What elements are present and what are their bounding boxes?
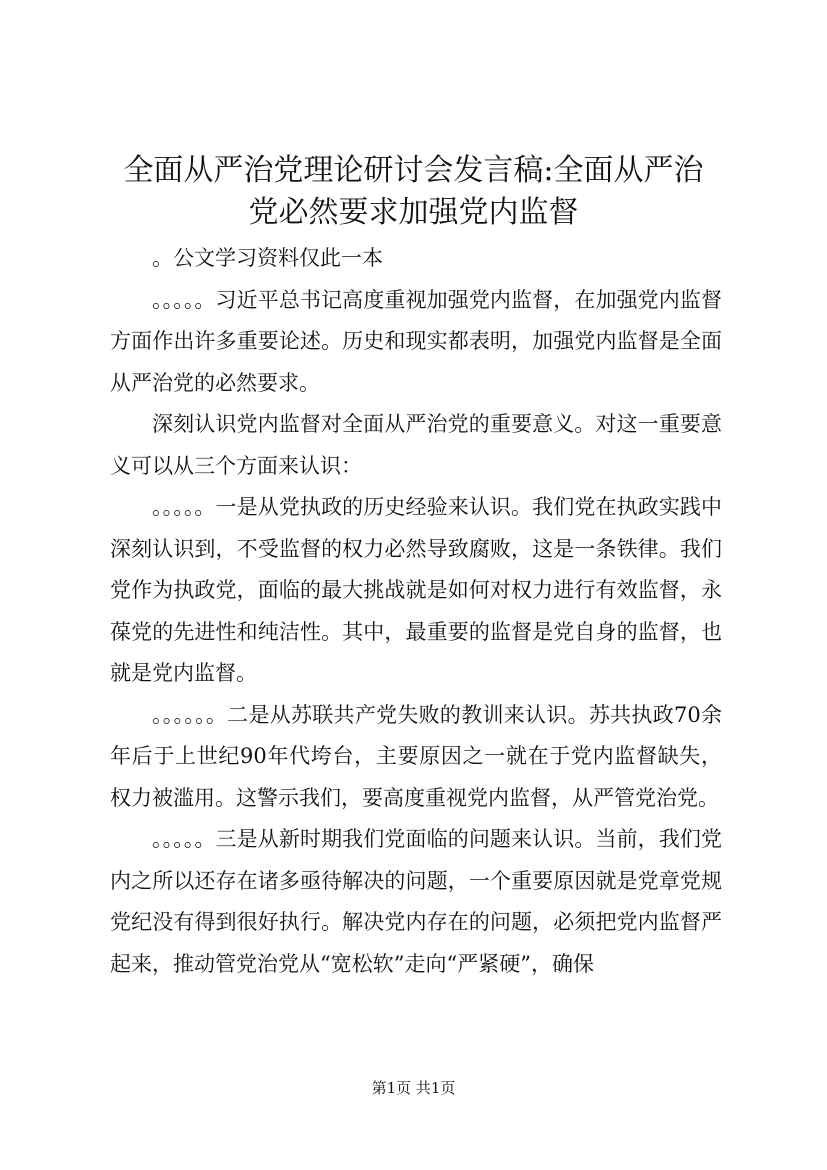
document-title [80, 150, 747, 234]
paragraph-6: 。。。。。三是从新时期我们党面临的问题来认识。当前，我们党内之所以还存在诸多亟待解决的问题，一个重要原因就是党章党规党纪没有得到很好执行。解决党内存在的问题，必须把党内监督严起来，推动管党治党从“宽松软”走向“严紧硬”，确保 [110, 827, 722, 976]
paragraph-4: 。。。。。一是从党执政的历史经验来认识。我们党在执政实践中深刻认识到，不受监督的权力必然导致腐败，这是一条铁律。我们党作为执政党，面临的最大挑战就是如何对权力进行有效监督，永葆党的先进性和纯洁性。其中，最重要的监督是党自身的监督，也就是党内监督。 [110, 495, 722, 685]
paragraph-5: 。。。。。。二是从苏联共产党失败的教训来认识。苏共执政70余年后于上世纪90年代垮台，主要原因之一就在于党内监督缺失，权力被滥用。这警示我们，要高度重视党内监督，从严管党治党。 [110, 702, 722, 810]
title-line-1: 全面从严治党理论研讨会发言稿:全面从严治 [123, 153, 704, 188]
paragraph-2: 。。。。。习近平总书记高度重视加强党内监督，在加强党内监督方面作出许多重要论述。历史和现实都表明，加强党内监督是全面从严治党的必然要求。 [110, 287, 722, 395]
title-line-2: 党必然要求加强党内监督 [248, 195, 579, 230]
document-body [110, 238, 722, 985]
page-footer: 第1页 共1页 [371, 1079, 456, 1097]
paragraph-1: 。公文学习资料仅此一本 [152, 246, 383, 270]
paragraph-3: 深刻认识党内监督对全面从严治党的重要意义。对这一重要意义可以从三个方面来认识： [110, 412, 722, 478]
